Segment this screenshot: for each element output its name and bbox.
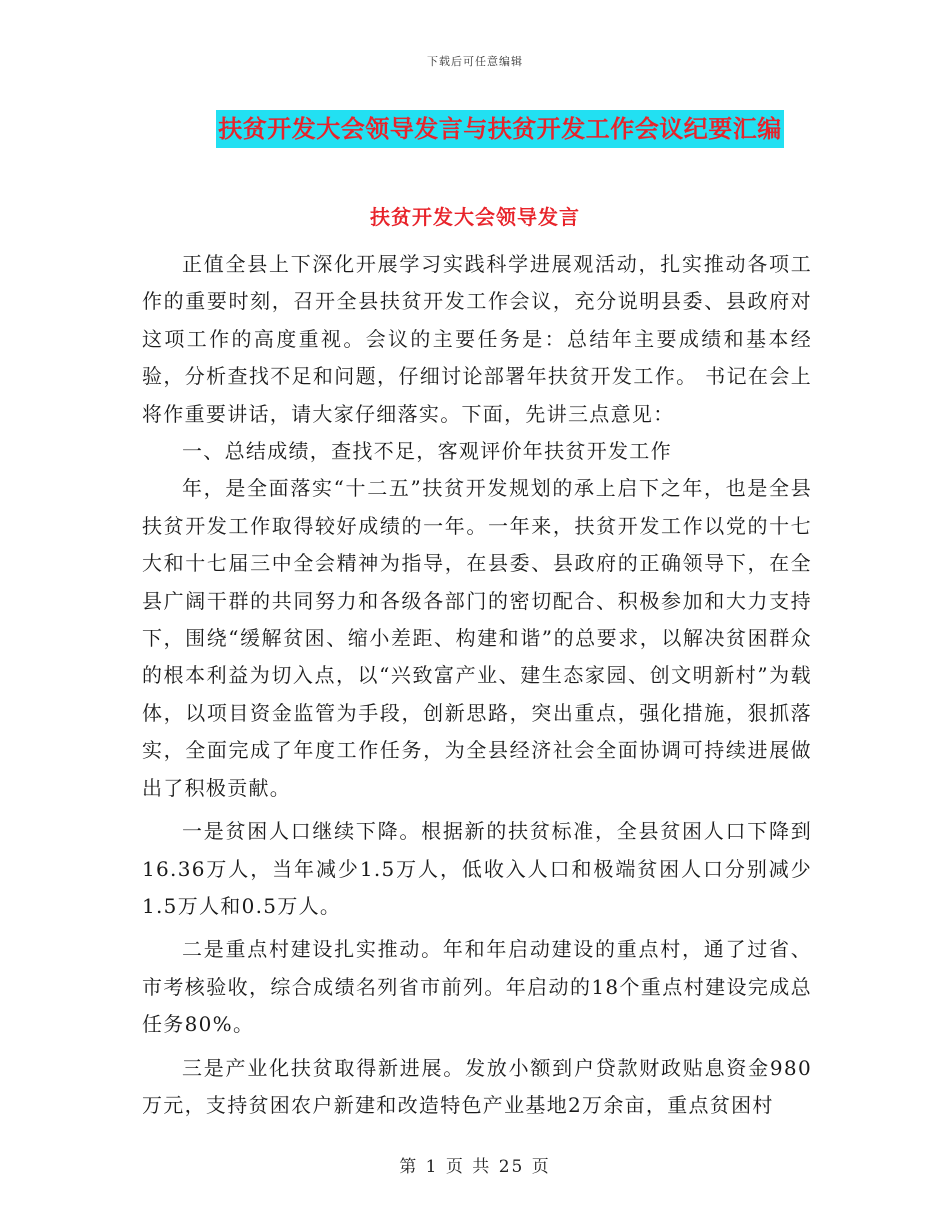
paragraph-point-1: 一是贫困人口继续下降。根据新的扶贫标准，全县贫困人口下降到16.36万人，当年减少1.5万人，低收入人口和极端贫困人口分别减少1.5万人和0.5万人。	[142, 819, 812, 918]
main-title: 扶贫开发大会领导发言与扶贫开发工作会议纪要汇编	[216, 110, 784, 148]
page-footer: 第 1 页 共 25 页	[399, 1157, 551, 1177]
paragraph-intro: 正值全县上下深化开展学习实践科学进展观活动，扎实推动各项工作的重要时刻，召开全县扶贫开发工作会议，充分说明县委、县政府对这项工作的高度重视。会议的主要任务是：总结年主要成绩和基本经验，分析查找不足和问题，仔细讨论部署年扶贫开发工作。 书记在会上将作重要讲话，请大家仔细落实。下面，先讲三点意见：	[142, 252, 812, 426]
paragraph-point-3: 三是产业化扶贫取得新进展。发放小额到户贷款财政贴息资金980万元，支持贫困农户新建和改造特色产业基地2万余亩，重点贫困村	[142, 1055, 812, 1117]
header-note: 下载后可任意编辑	[427, 55, 523, 68]
document-body	[142, 246, 812, 1124]
sub-title: 扶贫开发大会领导发言	[370, 205, 580, 229]
main-title-wrap	[0, 110, 950, 148]
section-heading-1: 一、总结成绩，查找不足，客观评价年扶贫开发工作	[182, 439, 672, 464]
paragraph-review: 年，是全面落实“十二五”扶贫开发规划的承上启下之年，也是全县扶贫开发工作取得较好成绩的一年。一年来，扶贫开发工作以党的十七大和十七届三中全会精神为指导，在县委、县政府的正确领导下，在全县广阔干群的共同努力和各级各部门的密切配合、积极参加和大力支持下，围绕“缓解贫困、缩小差距、构建和谐”的总要求，以解决贫困群众的根本利益为切入点，以“兴致富产业、建生态家园、创文明新村”为载体，以项目资金监管为手段，创新思路，突出重点，强化措施，狠抓落实，全面完成了年度工作任务，为全县经济社会全面协调可持续进展做出了积极贡献。	[142, 476, 812, 800]
paragraph-point-2: 二是重点村建设扎实推动。年和年启动建设的重点村，通了过省、市考核验收，综合成绩名列省市前列。年启动的18个重点村建设完成总任务80%。	[142, 937, 812, 1037]
